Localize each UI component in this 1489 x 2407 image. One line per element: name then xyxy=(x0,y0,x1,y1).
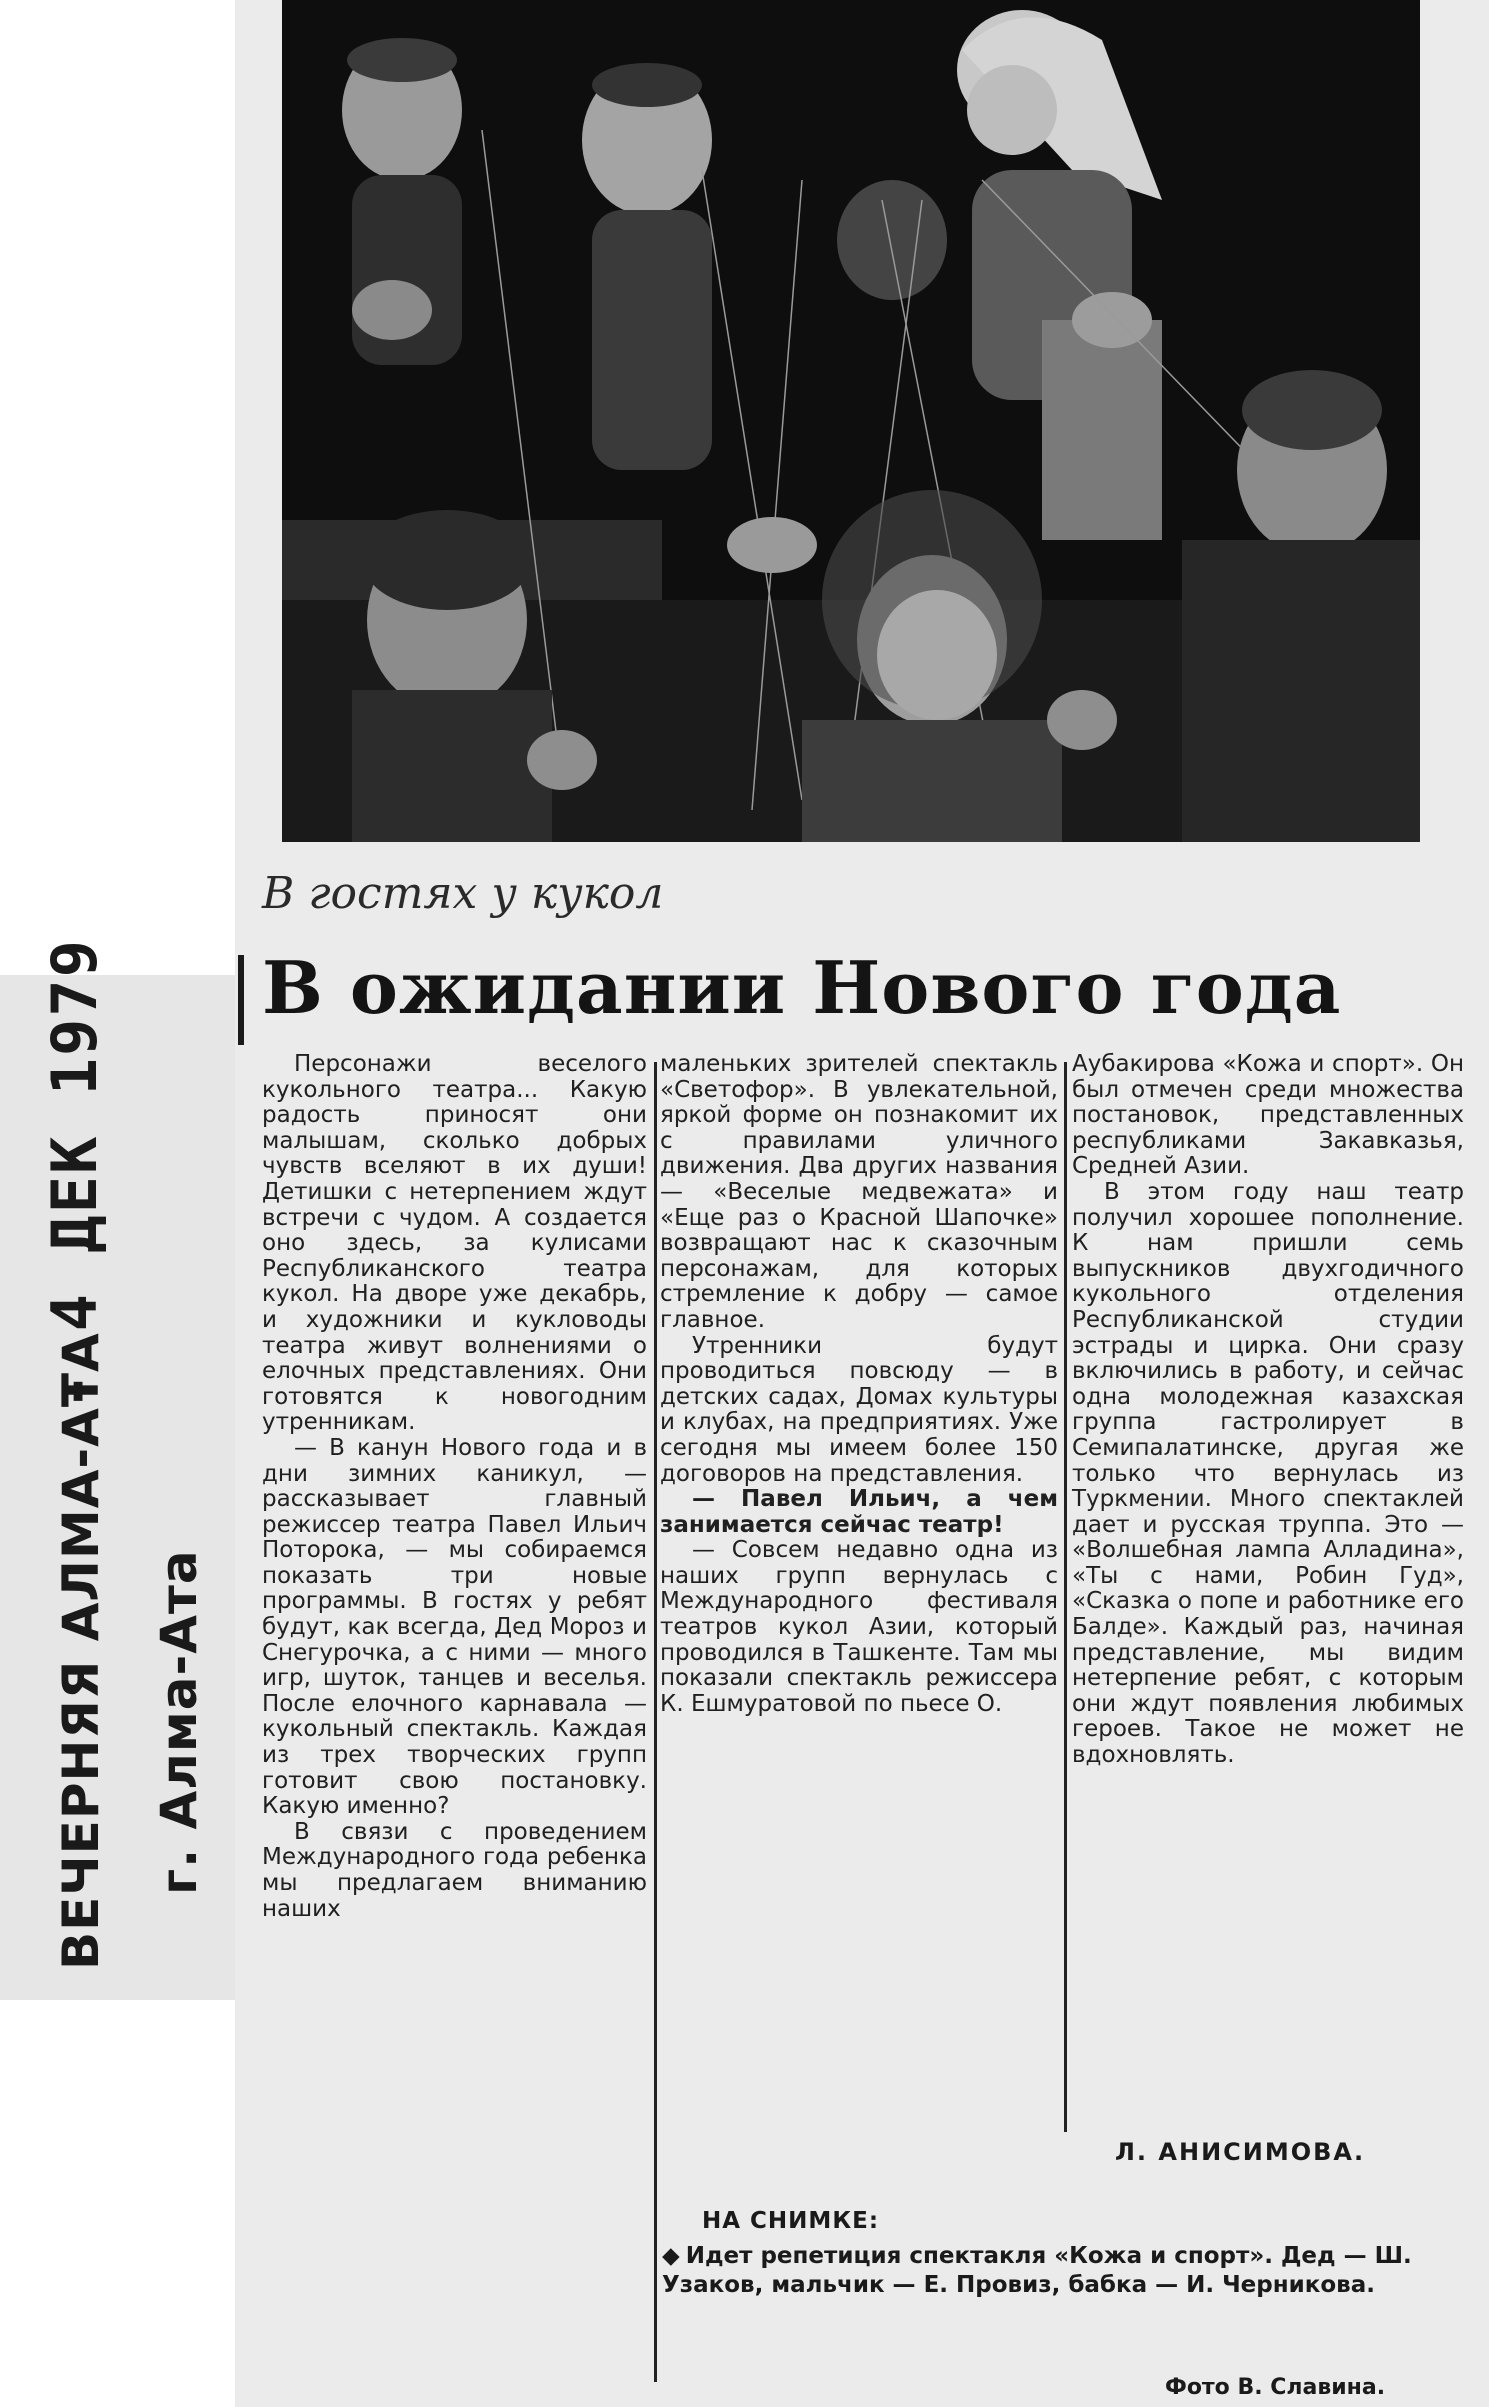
paragraph: Утренники будут проводиться повсюду — в детских садах, Домах культуры и клубах, на предприятиях. Уже сегодня мы имеем более 150 договоров на представления. xyxy=(660,1332,1058,1487)
article-column-2 xyxy=(660,1052,1058,1717)
paragraph: В связи с проведением Международного года ребенка мы предлагаем вниманию наших xyxy=(262,1818,647,1922)
stamp-date: - 4 ДЕК 1979 xyxy=(38,938,111,1410)
headline-bar xyxy=(238,955,244,1045)
article-rubric: В гостях у кукол xyxy=(262,868,664,919)
stamp-city: г. Алма-Ата xyxy=(150,1549,208,1895)
caption-text: Идет репетиция спектакля «Кожа и спорт». Дед — Ш. Узаков, мальчик — Е. Провиз, бабка — И. Черникова. xyxy=(662,2243,1412,2298)
column-rule xyxy=(1064,1062,1067,2132)
article-column-3 xyxy=(1072,1052,1464,1769)
paragraph: — Совсем недавно одна из наших групп вернулась с Международного фестиваля театров кукол Азии, который проводился в Ташкенте. Там мы показали спектакль режиссера К. Ешмуратовой по пьесе О. xyxy=(660,1537,1058,1717)
caption-heading: НА СНИМКЕ: xyxy=(702,2208,880,2234)
article-headline: В ожидании Нового года xyxy=(262,945,1342,1030)
paragraph: В этом году наш театр получил хорошее пополнение. К нам пришли семь выпускников двухгодичного кукольного отделения Республиканской студии эстрады и цирка. Они сразу включились в работу, и сейчас одна молодежная казахская группа гастролирует в Семипалатинске, другая же только что вернулась из Туркмении. Много спектаклей дает и русская труппа. Это — «Волшебная лампа Алладина», «Ты с нами, Робин Гуд», «Сказка о попе и работнике его Балде». Каждый раз, начиная представление, мы видим нетерпение ребят, с которым они ждут появления любимых героев. Такое не может не вдохновлять. xyxy=(1072,1178,1464,1769)
interview-question: — Павел Ильич, а чем занимается сейчас театр! xyxy=(660,1486,1058,1538)
photo-credit: Фото В. Славина. xyxy=(1165,2375,1386,2400)
paragraph: Персонажи веселого кукольного театра... Какую радость приносят они малышам, сколько добрых чувств вселяют в их души! Детишки с нетерпением ждут встречи с чудом. А создается оно здесь, за кулисами Республиканского театра кукол. На дворе уже декабрь, и художники и кукловоды театра живут волнениями о елочных представлениях. Они готовятся к новогодним утренникам. xyxy=(262,1051,647,1436)
paragraph: маленьких зрителей спектакль «Светофор». В увлекательной, яркой форме он познакомит их с правилами уличного движения. Два других названия — «Веселые медвежата» и «Еще раз о Красной Шапочке» возвращают нас к сказочным персонажам, для которых стремление к добру — самое главное. xyxy=(660,1051,1058,1333)
photo-puppets-icon xyxy=(282,0,1420,842)
author-signature: Л. АНИСИМОВА. xyxy=(1115,2138,1366,2166)
paragraph: Аубакирова «Кожа и спорт». Он был отмечен среди множества постановок, представленных республиками Закавказья, Средней Азии. xyxy=(1072,1051,1464,1180)
article-column-1 xyxy=(262,1052,647,1922)
diamond-bullet-icon: ◆ xyxy=(662,2243,680,2269)
paragraph: — В канун Нового года и в дни зимних каникул, — рассказывает главный режиссер театра Павел Ильич Поторока, — мы собираемся показать три новые программы. В гостях у ребят будут, как всегда, Дед Мороз и Снегурочка, а с ними — много игр, шуток, танцев и веселья. После елочного карнавала — кукольный спектакль. Каждая из трех творческих групп готовит свою постановку. Какую именно? xyxy=(262,1434,647,1820)
photo-caption xyxy=(662,2242,1462,2300)
puppet-photo xyxy=(282,0,1420,842)
stamp-newspaper-name: ВЕЧЕРНЯЯ АЛМА-АТА xyxy=(52,1332,110,1970)
column-rule xyxy=(654,1062,657,2382)
